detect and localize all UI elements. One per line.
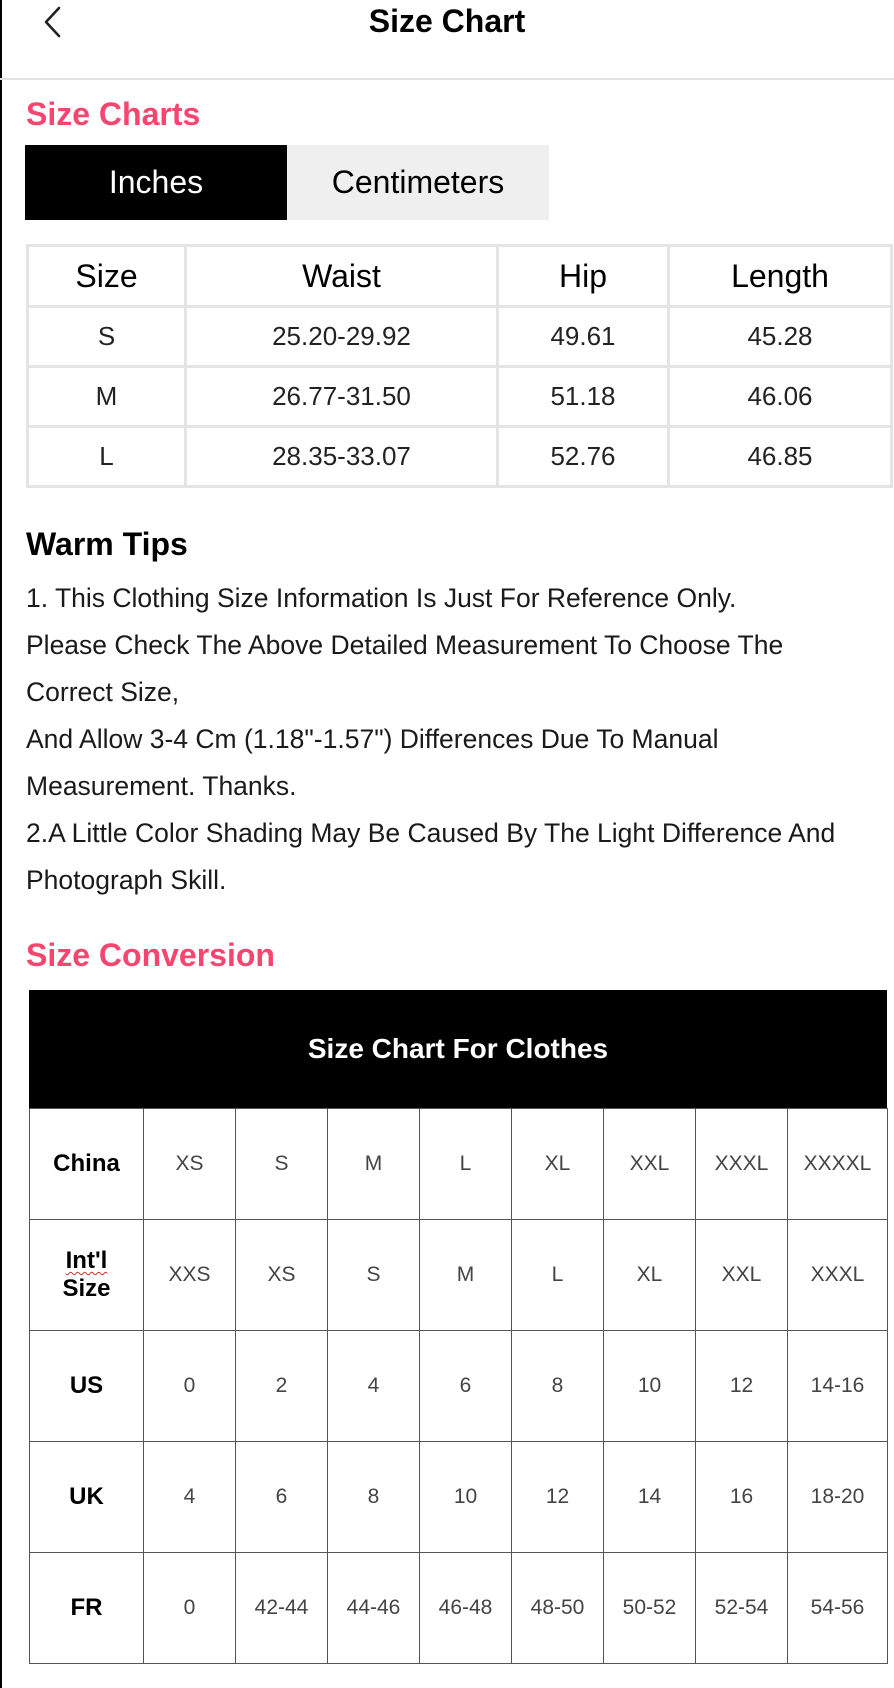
size-cell: 10 — [420, 1442, 512, 1553]
size-cell: L — [512, 1220, 604, 1331]
row-label — [30, 1220, 144, 1331]
row-label: US — [30, 1331, 144, 1442]
size-cell: 12 — [696, 1331, 788, 1442]
cell-size: M — [28, 367, 186, 427]
size-cell: 12 — [512, 1442, 604, 1553]
conversion-table-title: Size Chart For Clothes — [29, 990, 887, 1108]
cell-waist: 28.35-33.07 — [186, 427, 498, 487]
size-cell: 8 — [328, 1442, 420, 1553]
conversion-row-fr — [30, 1553, 888, 1664]
size-cell: M — [420, 1220, 512, 1331]
conversion-row-us — [30, 1331, 888, 1442]
cell-size: S — [28, 307, 186, 367]
conversion-row-uk — [30, 1442, 888, 1553]
size-cell: 48-50 — [512, 1553, 604, 1664]
size-charts-heading: Size Charts — [26, 96, 201, 132]
table-row — [28, 307, 892, 367]
size-cell: 52-54 — [696, 1553, 788, 1664]
size-cell: 2 — [236, 1331, 328, 1442]
size-cell: 44-46 — [328, 1553, 420, 1664]
cell-hip: 49.61 — [498, 307, 669, 367]
size-conversion-heading: Size Conversion — [26, 937, 275, 973]
size-cell: 4 — [328, 1331, 420, 1442]
cell-size: L — [28, 427, 186, 487]
size-cell: 18-20 — [788, 1442, 888, 1553]
cell-hip: 52.76 — [498, 427, 669, 487]
intl-size-label-line2: Size — [62, 1275, 111, 1302]
size-cell: XXXL — [696, 1109, 788, 1220]
tip-line: Measurement. Thanks. — [26, 771, 297, 801]
size-cell: XS — [236, 1220, 328, 1331]
cell-hip: 51.18 — [498, 367, 669, 427]
tip-line: Correct Size, — [26, 677, 180, 707]
tab-inches[interactable]: Inches — [25, 145, 287, 220]
table-row — [28, 427, 892, 487]
table-row — [28, 367, 892, 427]
size-cell: 54-56 — [788, 1553, 888, 1664]
warm-tips-text — [26, 575, 888, 904]
size-cell: 4 — [144, 1442, 236, 1553]
size-cell: XXL — [696, 1220, 788, 1331]
conversion-row-intl — [30, 1220, 888, 1331]
size-cell: XXXXL — [788, 1109, 888, 1220]
warm-tips-title: Warm Tips — [26, 526, 188, 562]
size-cell: XL — [512, 1109, 604, 1220]
size-cell: L — [420, 1109, 512, 1220]
size-cell: 14 — [604, 1442, 696, 1553]
cell-waist: 25.20-29.92 — [186, 307, 498, 367]
intl-size-label — [62, 1247, 110, 1303]
row-label: China — [30, 1109, 144, 1220]
size-cell: 0 — [144, 1553, 236, 1664]
size-cell: XL — [604, 1220, 696, 1331]
size-cell: 42-44 — [236, 1553, 328, 1664]
size-cell: XS — [144, 1109, 236, 1220]
row-label: FR — [30, 1553, 144, 1664]
intl-size-label-line1: Int'l — [65, 1247, 108, 1274]
table-header-row — [28, 246, 892, 307]
row-label: UK — [30, 1442, 144, 1553]
size-cell: 6 — [236, 1442, 328, 1553]
cell-length: 46.06 — [669, 367, 892, 427]
conversion-table — [29, 1108, 888, 1664]
size-cell: 14-16 — [788, 1331, 888, 1442]
size-cell: 10 — [604, 1331, 696, 1442]
size-cell: XXS — [144, 1220, 236, 1331]
size-cell: 16 — [696, 1442, 788, 1553]
size-cell: S — [328, 1220, 420, 1331]
back-button[interactable] — [34, 0, 74, 44]
size-cell: XXXL — [788, 1220, 888, 1331]
tip-line: Photograph Skill. — [26, 865, 227, 895]
tip-line: And Allow 3-4 Cm (1.18"-1.57") Differences Due To Manual — [26, 724, 719, 754]
top-bar — [0, 0, 894, 80]
size-cell: 6 — [420, 1331, 512, 1442]
cell-length: 45.28 — [669, 307, 892, 367]
cell-length: 46.85 — [669, 427, 892, 487]
page-title: Size Chart — [368, 3, 526, 39]
size-cell: 46-48 — [420, 1553, 512, 1664]
unit-tabs — [25, 145, 549, 220]
measurement-table — [26, 244, 893, 488]
tip-line: 1. This Clothing Size Information Is Just For Reference Only. — [26, 583, 737, 613]
size-cell: XXL — [604, 1109, 696, 1220]
size-cell: S — [236, 1109, 328, 1220]
conversion-row-china — [30, 1109, 888, 1220]
left-edge-line — [0, 0, 2, 1688]
column-header-length: Length — [669, 246, 892, 307]
cell-waist: 26.77-31.50 — [186, 367, 498, 427]
column-header-hip: Hip — [498, 246, 669, 307]
tip-line: 2.A Little Color Shading May Be Caused By The Light Difference And — [26, 818, 836, 848]
tab-centimeters[interactable]: Centimeters — [287, 145, 549, 220]
column-header-size: Size — [28, 246, 186, 307]
size-cell: 50-52 — [604, 1553, 696, 1664]
chevron-left-icon — [42, 6, 64, 38]
size-cell: M — [328, 1109, 420, 1220]
tip-line: Please Check The Above Detailed Measurement To Choose The — [26, 630, 784, 660]
size-cell: 8 — [512, 1331, 604, 1442]
column-header-waist: Waist — [186, 246, 498, 307]
size-cell: 0 — [144, 1331, 236, 1442]
size-conversion-chart — [29, 990, 887, 1686]
